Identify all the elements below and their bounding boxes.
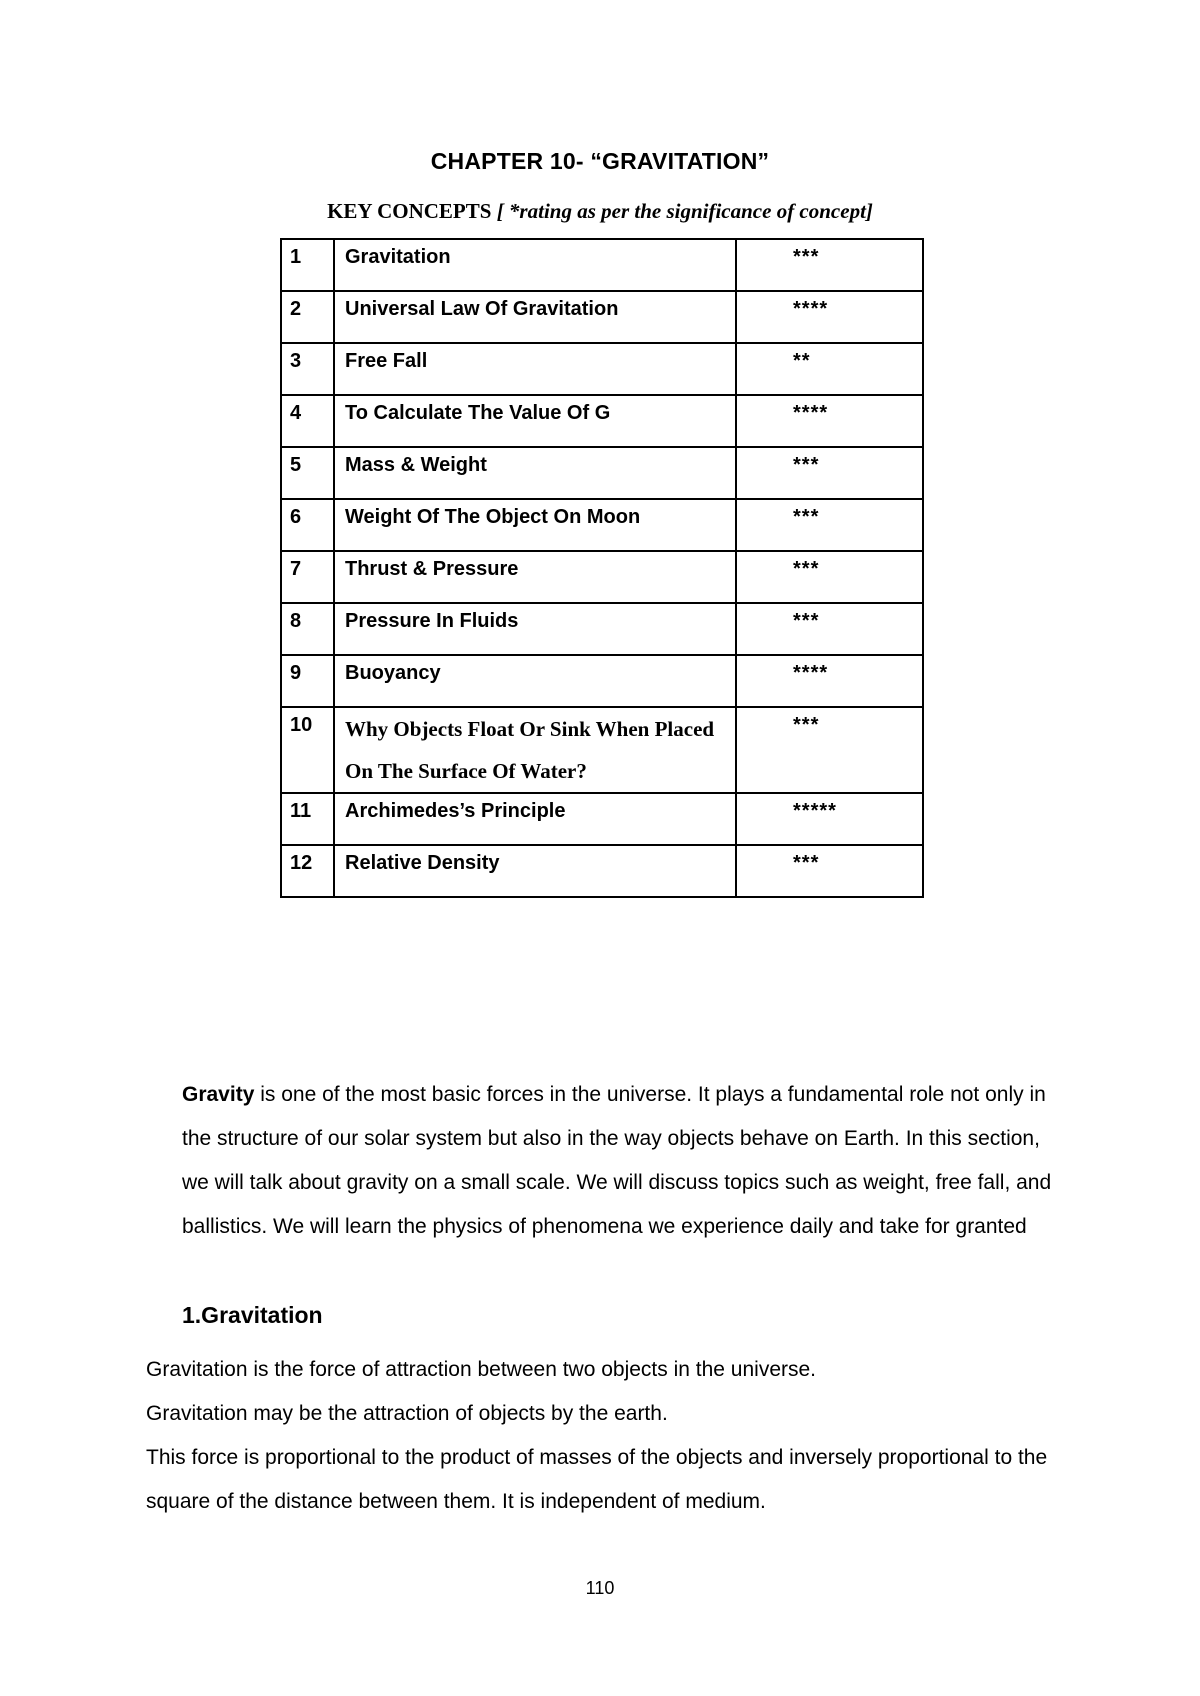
concept-number: 10 [281, 707, 334, 793]
table-row [281, 845, 923, 897]
rating-note: [ *rating as per the significance of concept] [496, 199, 873, 223]
concept-rating: *** [736, 603, 923, 655]
concept-topic: To Calculate The Value Of G [334, 395, 736, 447]
concept-number: 12 [281, 845, 334, 897]
concept-topic: Universal Law Of Gravitation [334, 291, 736, 343]
body-paragraph: Gravitation is the force of attraction between two objects in the universe. [146, 1358, 817, 1381]
concept-topic: Thrust & Pressure [334, 551, 736, 603]
table-row [281, 499, 923, 551]
body-paragraph: Gravitation may be the attraction of objects by the earth. [146, 1402, 668, 1425]
concept-rating: *** [736, 447, 923, 499]
table-row [281, 447, 923, 499]
table-row [281, 291, 923, 343]
body-paragraph: This force is proportional to the product of masses of the objects and inversely proportional to the square of the distance between them. It is independent of medium. [146, 1446, 1048, 1513]
concept-number: 5 [281, 447, 334, 499]
concept-number: 8 [281, 603, 334, 655]
concept-topic: Relative Density [334, 845, 736, 897]
key-concepts-label: KEY CONCEPTS [327, 199, 492, 223]
concept-topic: Mass & Weight [334, 447, 736, 499]
concept-rating: ***** [736, 793, 923, 845]
concept-number: 11 [281, 793, 334, 845]
table-row [281, 655, 923, 707]
concept-rating: *** [736, 707, 923, 793]
intro-paragraph [182, 1073, 1062, 1249]
concept-topic: Buoyancy [334, 655, 736, 707]
concept-number: 6 [281, 499, 334, 551]
concept-rating: **** [736, 395, 923, 447]
concept-number: 1 [281, 239, 334, 291]
section-heading: 1.Gravitation [182, 1302, 323, 1328]
concept-rating: *** [736, 845, 923, 897]
key-concepts-heading [0, 199, 1200, 224]
page-number: 110 [585, 1578, 615, 1598]
chapter-title: CHAPTER 10- “GRAVITATION” [430, 148, 770, 174]
concept-rating: *** [736, 551, 923, 603]
table-row [281, 343, 923, 395]
concept-topic: Why Objects Float Or Sink When Placed On The Surface Of Water? [334, 707, 736, 793]
table-row [281, 793, 923, 845]
concept-topic: Free Fall [334, 343, 736, 395]
concept-number: 4 [281, 395, 334, 447]
concept-number: 7 [281, 551, 334, 603]
section-body [146, 1348, 1076, 1524]
table-row [281, 239, 923, 291]
concept-number: 3 [281, 343, 334, 395]
concept-rating: **** [736, 291, 923, 343]
intro-text: is one of the most basic forces in the universe. It plays a fundamental role not only in the structure of our solar system but also in the way objects behave on Earth. In this section, we will talk about gravity on a small scale. We will discuss topics such as weight, free fall, and ballistics. We will learn the physics of phenomena we experience daily and take for granted [182, 1083, 1052, 1238]
concept-rating: *** [736, 499, 923, 551]
table-row [281, 707, 923, 793]
concept-number: 2 [281, 291, 334, 343]
concept-rating: **** [736, 655, 923, 707]
table-row [281, 395, 923, 447]
concept-topic: Gravitation [334, 239, 736, 291]
table-row [281, 551, 923, 603]
concept-topic: Archimedes’s Principle [334, 793, 736, 845]
concept-number: 9 [281, 655, 334, 707]
concept-topic: Pressure In Fluids [334, 603, 736, 655]
concept-topic: Weight Of The Object On Moon [334, 499, 736, 551]
table-row [281, 603, 923, 655]
concept-rating: ** [736, 343, 923, 395]
concept-rating: *** [736, 239, 923, 291]
key-concepts-table [280, 238, 924, 898]
intro-lead-word: Gravity [182, 1083, 255, 1106]
